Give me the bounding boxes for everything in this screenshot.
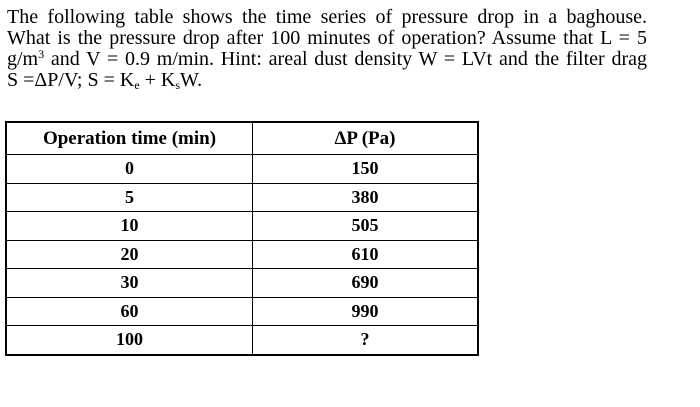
table-row <box>6 269 478 298</box>
header-operation-time: Operation time (min) <box>6 122 253 155</box>
pressure-drop-table-container <box>5 121 479 356</box>
table-header-row <box>6 122 478 155</box>
ke-subscript: e <box>134 78 140 92</box>
cell-time: 100 <box>6 326 253 355</box>
cell-time: 0 <box>6 155 253 184</box>
table-row <box>6 240 478 269</box>
drag-equation: S =ΔP/V; S = K <box>7 69 135 91</box>
cell-pressure: 990 <box>253 297 479 326</box>
table-row <box>6 212 478 241</box>
cell-pressure: 690 <box>253 269 479 298</box>
cell-pressure: 150 <box>253 155 479 184</box>
cell-time: 20 <box>6 240 253 269</box>
table-row <box>6 297 478 326</box>
header-pressure-drop: ΔP (Pa) <box>253 122 479 155</box>
table-row <box>6 326 478 355</box>
table-row <box>6 183 478 212</box>
cell-time: 5 <box>6 183 253 212</box>
question-text <box>7 7 647 91</box>
question-line-2: What is the pressure drop after 100 minutes of operation? Assume that L = 5 <box>7 27 647 49</box>
unit-exponent: 3 <box>38 47 45 61</box>
cell-pressure-unknown: ? <box>253 326 479 355</box>
question-line-3 <box>7 49 647 70</box>
cell-pressure: 610 <box>253 240 479 269</box>
drag-equation-plus: + K <box>139 69 176 91</box>
cell-pressure: 380 <box>253 183 479 212</box>
cell-time: 60 <box>6 297 253 326</box>
question-line-1: The following table shows the time series of pressure drop in a baghouse. <box>7 6 647 28</box>
cell-time: 30 <box>6 269 253 298</box>
pressure-drop-table <box>5 121 479 356</box>
question-line-4 <box>7 70 647 91</box>
table-row <box>6 155 478 184</box>
cell-time: 10 <box>6 212 253 241</box>
ks-subscript: s <box>175 78 181 92</box>
concentration-unit: g/m <box>7 48 39 70</box>
cell-pressure: 505 <box>253 212 479 241</box>
drag-equation-end: W. <box>180 69 203 91</box>
hint-text: and V = 0.9 m/min. Hint: areal dust density W = LVt and the filter drag <box>44 48 647 70</box>
